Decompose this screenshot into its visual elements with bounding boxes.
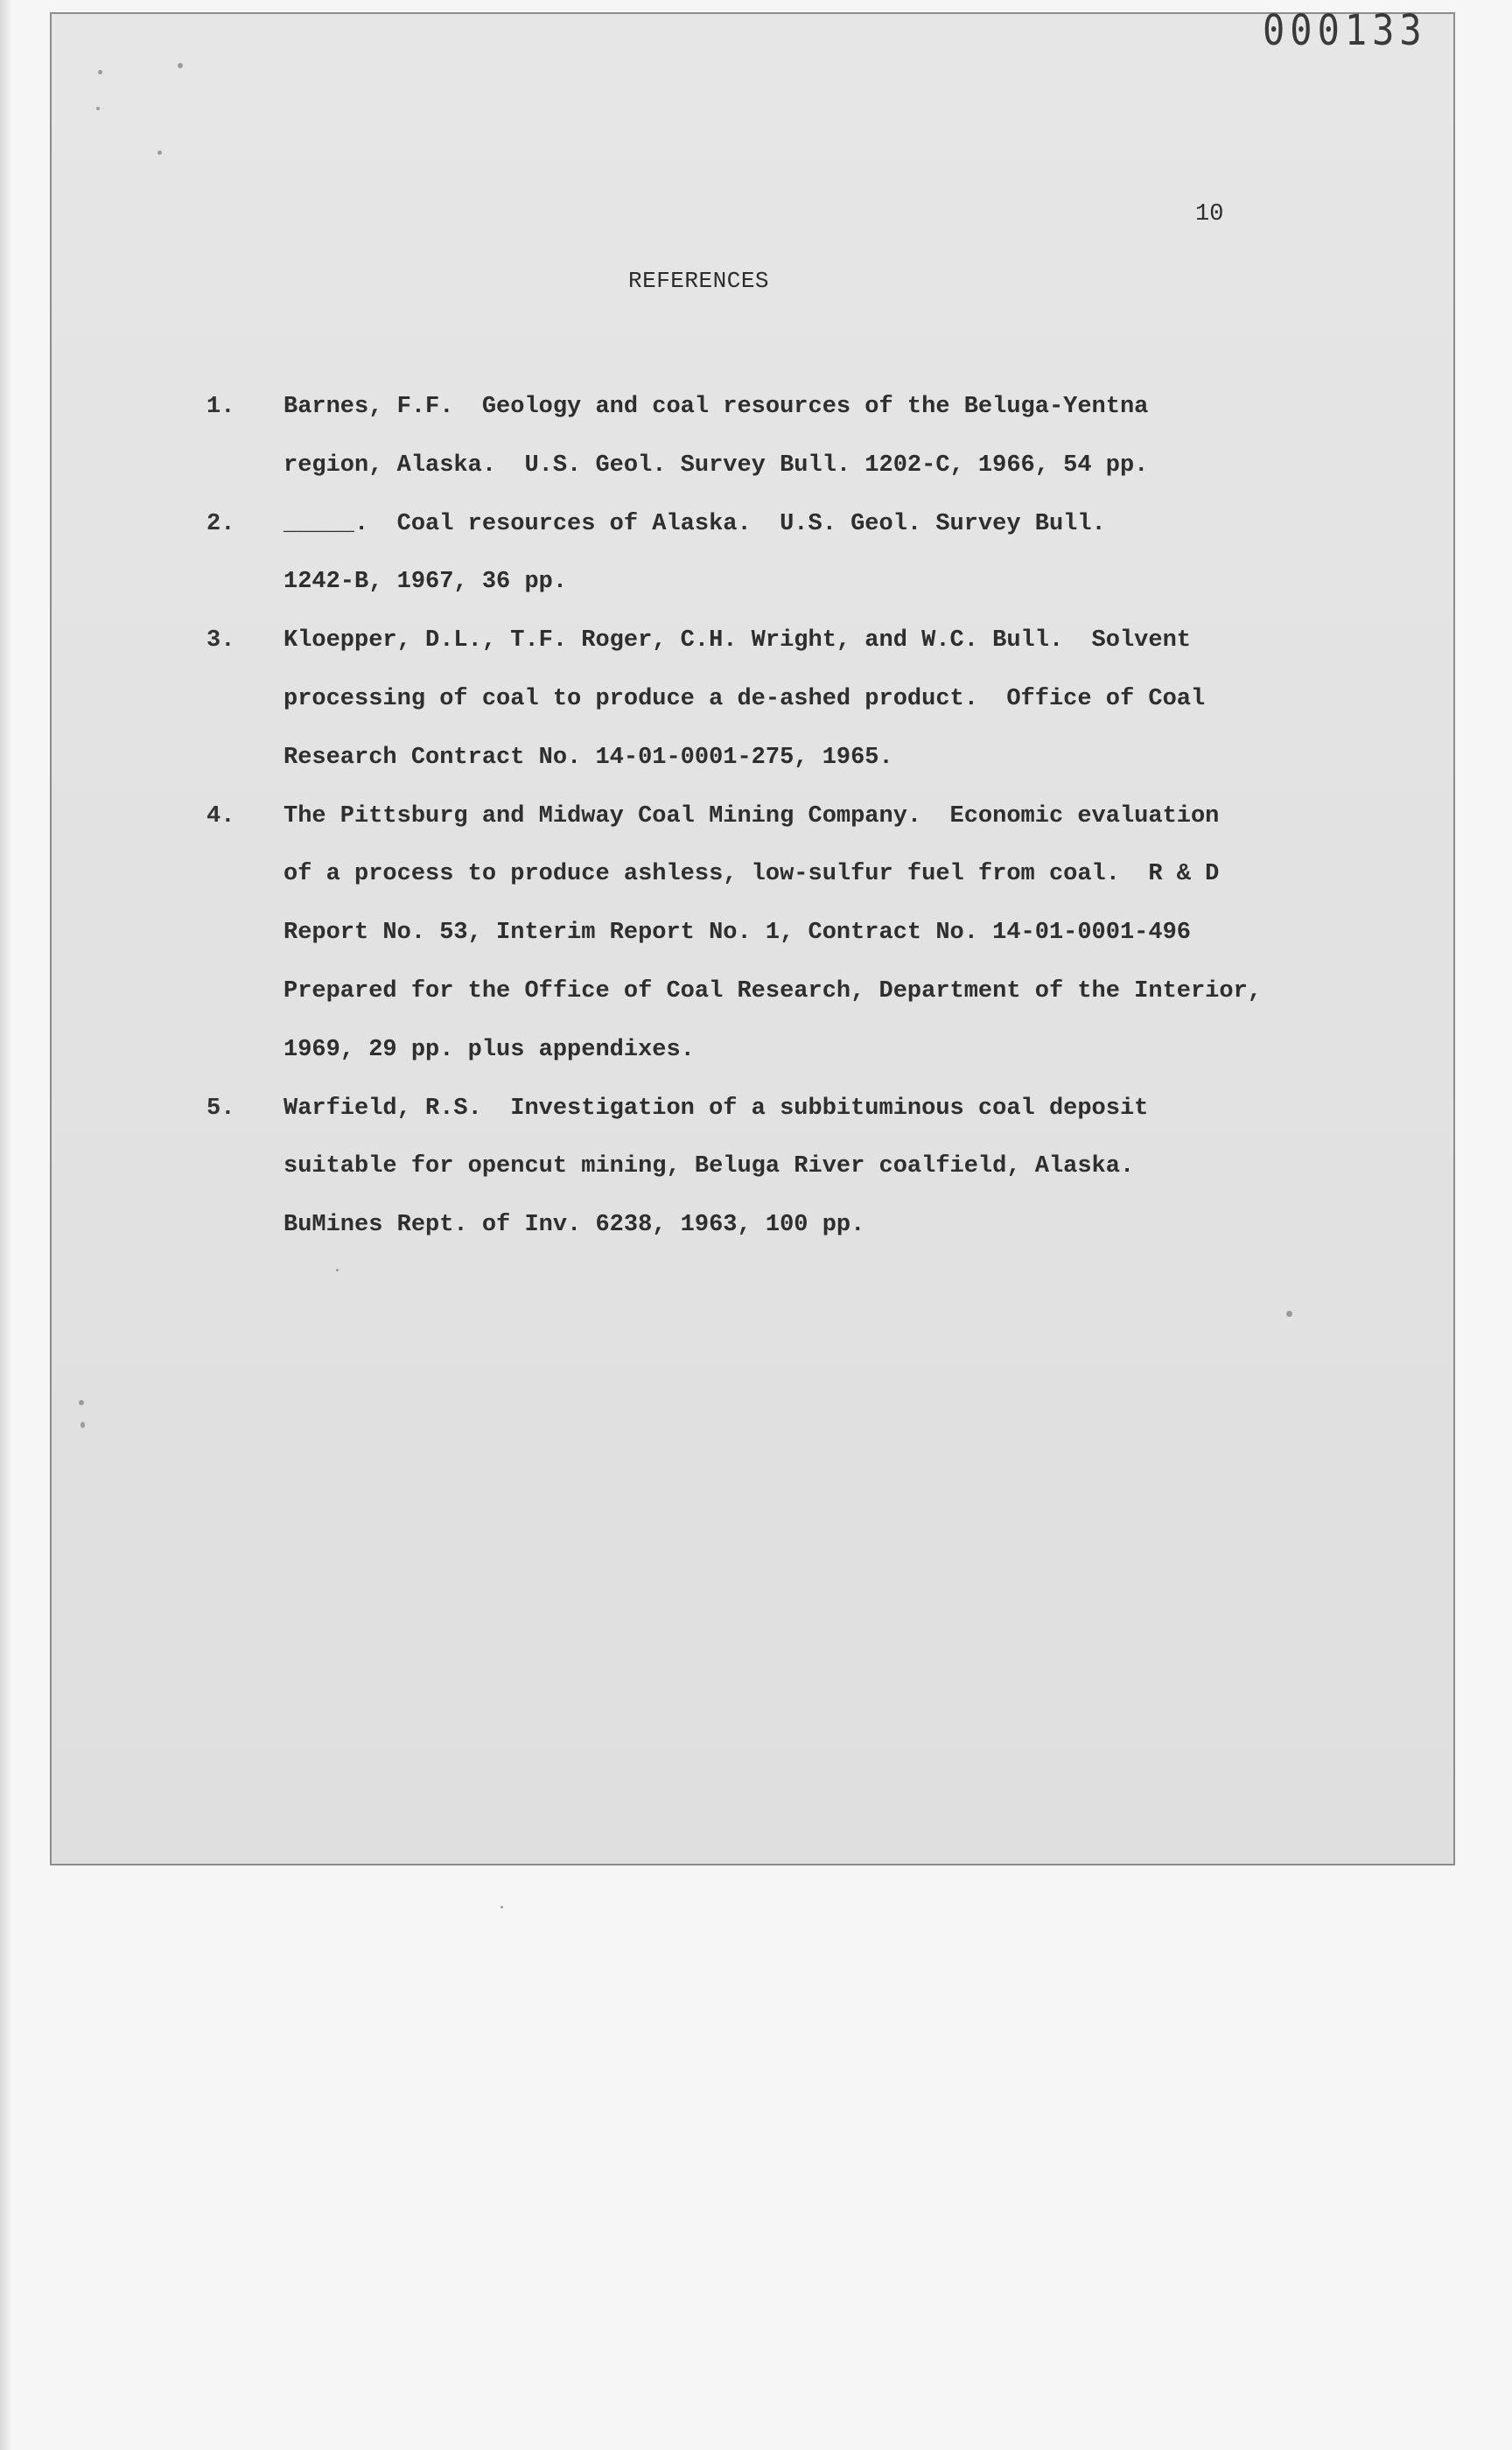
- reference-number: 3.: [206, 627, 235, 654]
- speck: [79, 1400, 84, 1405]
- speck: [500, 1906, 503, 1908]
- reference-line: region, Alaska. U.S. Geol. Survey Bull. 1202-C, 1966, 54 pp.: [284, 452, 1149, 479]
- reference-line: The Pittsburg and Midway Coal Mining Company. Economic evaluation: [284, 802, 1220, 830]
- reference-line: Report No. 53, Interim Report No. 1, Contract No. 14-01-0001-496: [284, 920, 1191, 947]
- reference-list: [206, 378, 1309, 1255]
- reference-item: [206, 612, 1309, 787]
- page-title: REFERENCES: [628, 268, 770, 294]
- page-number: 10: [1195, 201, 1224, 228]
- reference-line: Kloepper, D.L., T.F. Roger, C.H. Wright, and W.C. Bull. Solvent: [284, 627, 1191, 654]
- reference-line: _____. Coal resources of Alaska. U.S. Geol. Survey Bull.: [284, 510, 1106, 537]
- document-stamp-number: 000133: [1263, 5, 1427, 55]
- reference-item: [206, 788, 1309, 1080]
- reference-line: 1242-B, 1967, 36 pp.: [284, 569, 568, 596]
- reference-line: 1969, 29 pp. plus appendixes.: [284, 1036, 695, 1063]
- reference-line: Research Contract No. 14-01-0001-275, 1965.: [284, 744, 893, 771]
- reference-line: suitable for opencut mining, Beluga River coalfield, Alaska.: [284, 1153, 1135, 1180]
- reference-text: [284, 612, 1205, 787]
- speck: [96, 107, 100, 110]
- reference-item: [206, 1080, 1309, 1255]
- reference-line: of a process to produce ashless, low-sulfur fuel from coal. R & D: [284, 861, 1220, 888]
- reference-item: [206, 495, 1309, 612]
- speck: [158, 150, 162, 155]
- reference-text: [284, 495, 1106, 612]
- speck: [1286, 1311, 1292, 1317]
- reference-item: [206, 378, 1309, 495]
- reference-number: 2.: [206, 510, 235, 537]
- reference-line: processing of coal to produce a de-ashed product. Office of Coal: [284, 685, 1206, 712]
- reference-number: 4.: [206, 802, 235, 830]
- reference-line: Barnes, F.F. Geology and coal resources of the Beluga-Yentna: [284, 394, 1149, 420]
- reference-text: [284, 788, 1262, 1080]
- speck: [178, 63, 183, 68]
- reference-number: 5.: [206, 1095, 235, 1122]
- reference-line: BuMines Rept. of Inv. 6238, 1963, 100 pp.: [284, 1212, 865, 1239]
- speck: [98, 70, 102, 74]
- reference-text: [284, 378, 1148, 495]
- speck: [80, 1422, 85, 1428]
- speck: [336, 1269, 339, 1271]
- reference-text: [284, 1080, 1148, 1255]
- scanner-edge: [0, 0, 10, 2450]
- reference-line: Warfield, R.S. Investigation of a subbituminous coal deposit: [284, 1095, 1149, 1122]
- reference-line: Prepared for the Office of Coal Research, Department of the Interior,: [284, 977, 1262, 1004]
- reference-number: 1.: [206, 394, 235, 420]
